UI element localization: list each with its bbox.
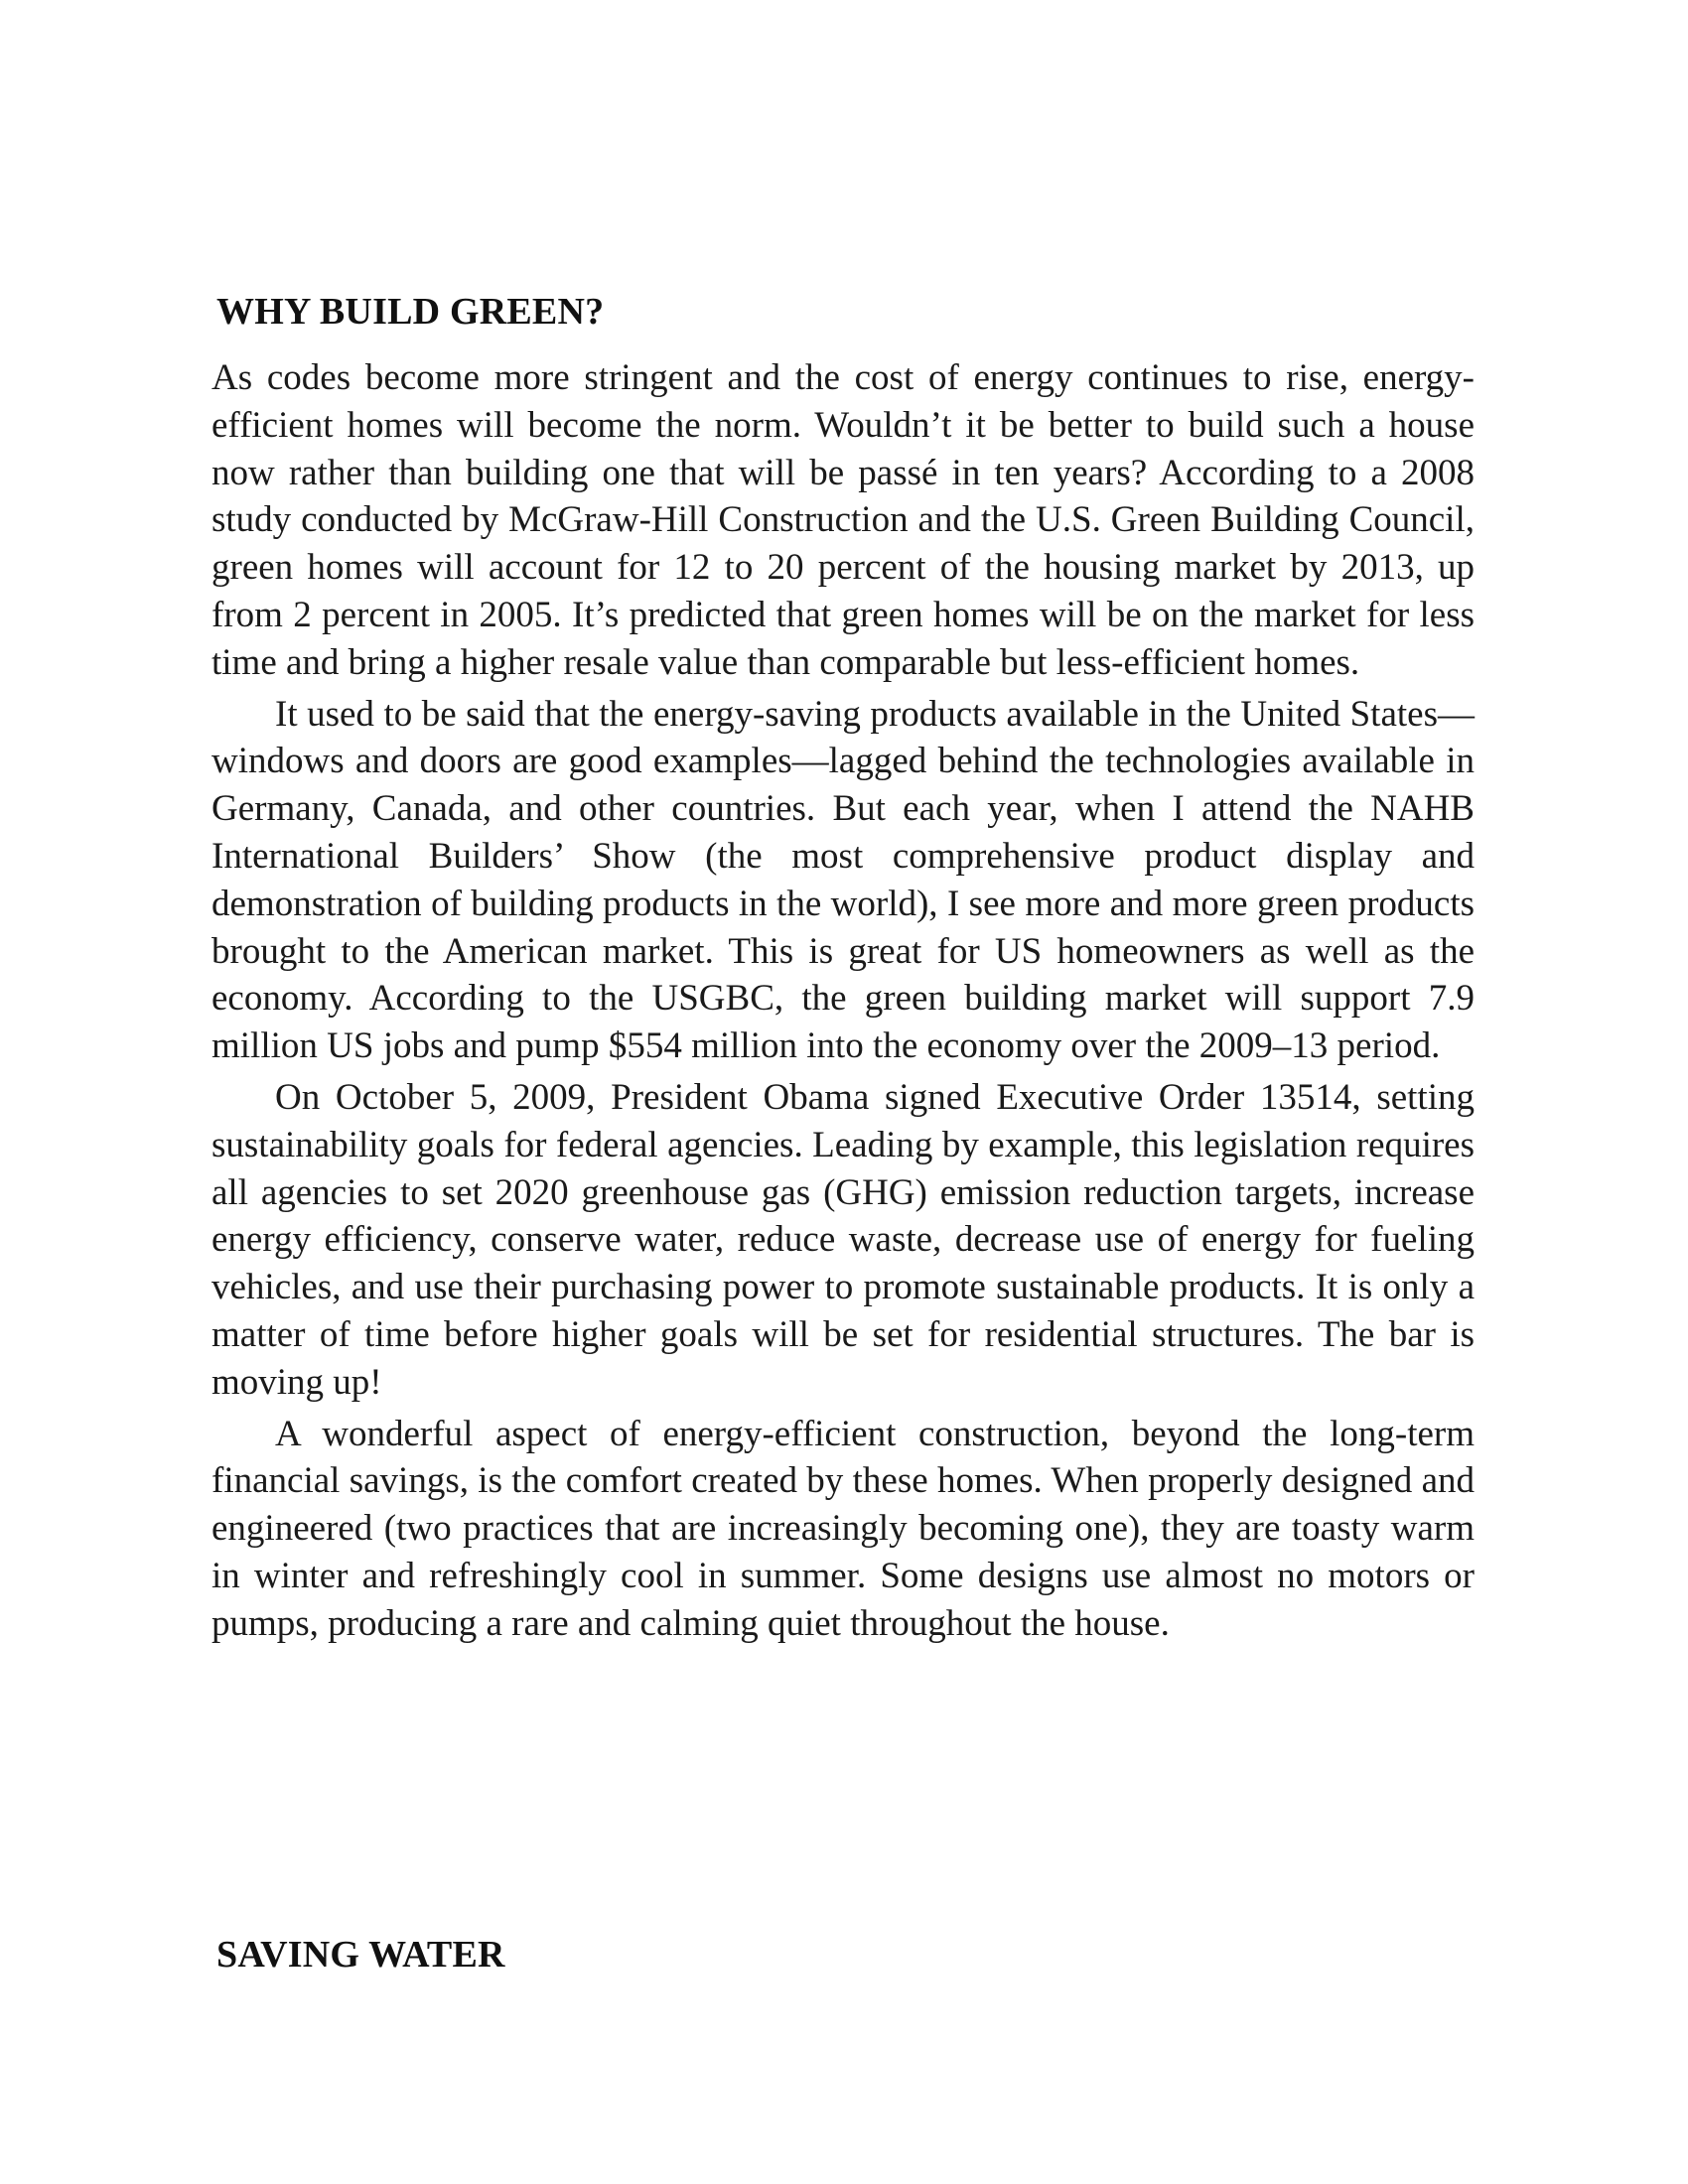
- section-heading-saving-water: SAVING WATER: [216, 1934, 505, 1976]
- paragraph-3: On October 5, 2009, President Obama signed Executive Order 13514, setting sustainability goals for federal agencies. Leading by example, this legislation requires all agencies to set 2020 greenhouse gas (GHG) emission reduction targets, increase energy efficiency, conserve water, reduce waste, decrease use of energy for fueling vehicles, and use their purchasing power to promote sustainable products. It is only a matter of time before higher goals will be set for residential structures. The bar is moving up!: [211, 1076, 1475, 1403]
- section-heading-why-build-green: WHY BUILD GREEN?: [216, 291, 605, 333]
- section-body-why-build-green: [211, 354, 1475, 1652]
- paragraph-1: As codes become more stringent and the cost of energy continues to rise, energy-efficient homes will become the norm. Wouldn’t it be better to build such a house now rather than building one that will be passé in ten years? According to a 2008 study conducted by McGraw-Hill Construction and the U.S. Green Building Council, green homes will account for 12 to 20 percent of the housing market by 2013, up from 2 percent in 2005. It’s predicted that green homes will be on the market for less time and bring a higher resale value than comparable but less-efficient homes.: [211, 357, 1475, 683]
- paragraph-4: A wonderful aspect of energy-efficient construction, beyond the long-term financial savings, is the comfort created by these homes. When properly designed and engineered (two practices that are increasingly becoming one), they are toasty warm in winter and refreshingly cool in summer. Some designs use almost no motors or pumps, producing a rare and calming quiet throughout the house.: [211, 1413, 1475, 1644]
- paragraph-2: It used to be said that the energy-saving products available in the United States—windows and doors are good examples—lagged behind the technologies available in Germany, Canada, and other countries. But each year, when I attend the NAHB International Builders’ Show (the most comprehensive product display and demonstration of building products in the world), I see more and more green products brought to the American market. This is great for US homeowners as well as the economy. According to the USGBC, the green building market will support 7.9 million US jobs and pump $554 million into the economy over the 2009–13 period.: [211, 693, 1475, 1067]
